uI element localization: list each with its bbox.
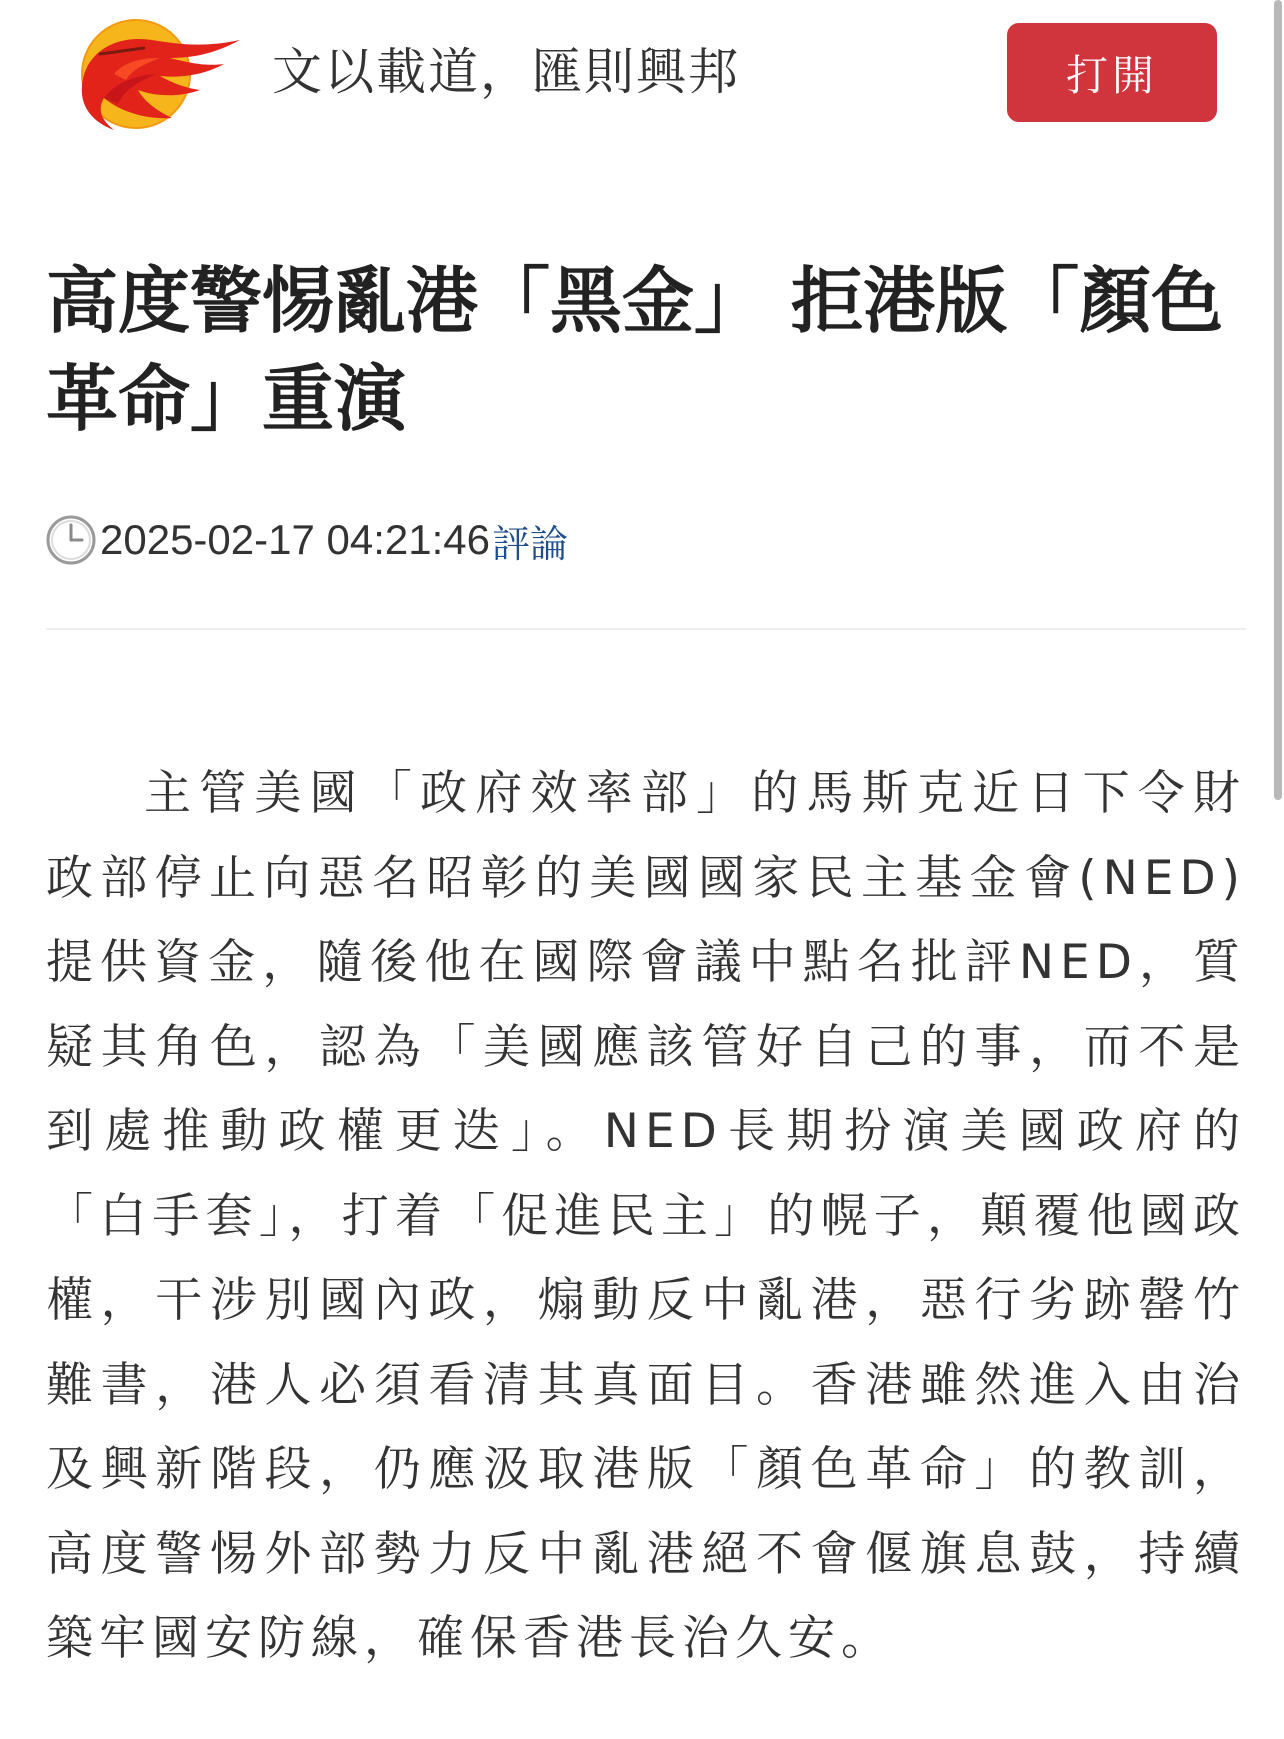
article-body-paragraph: 主管美國「政府效率部」的馬斯克近日下令財政部停止向惡名昭彰的美國國家民主基金會(NED)提供資金，隨後他在國際會議中點名批評NED，質疑其角色，認為「美國應該管好自己的事，而不是到處推動政權更迭」。NED長期扮演美國政府的「白手套」，打着「促進民主」的幌子，顛覆他國政權，干涉別國內政，煽動反中亂港，惡行劣跡罄竹難書，港人必須看清其真面目。香港雖然進入由治及興新階段，仍應汲取港版「顏色革命」的教訓，高度警惕外部勢力反中亂港絕不會偃旗息鼓，持續築牢國安防線，確保香港長治久安。	[46, 766, 1246, 1666]
page-scrollbar[interactable]	[1272, 0, 1284, 1739]
article-timestamp: 2025-02-17 04:21:46	[100, 516, 490, 563]
meta-divider	[46, 628, 1246, 630]
clock-icon	[44, 513, 98, 567]
comments-link[interactable]: 評論	[492, 521, 569, 566]
article-headline: 高度警惕亂港「黑金」 拒港版「顏色革命」重演	[46, 259, 1224, 441]
scrollbar-thumb[interactable]	[1274, 0, 1282, 800]
open-app-button[interactable]: 打開	[1007, 23, 1217, 122]
article-meta	[44, 510, 568, 570]
app-header	[0, 0, 1284, 150]
site-tagline: 文以載道，匯則興邦	[272, 43, 740, 101]
wenweipo-flame-logo-icon[interactable]	[74, 14, 242, 134]
